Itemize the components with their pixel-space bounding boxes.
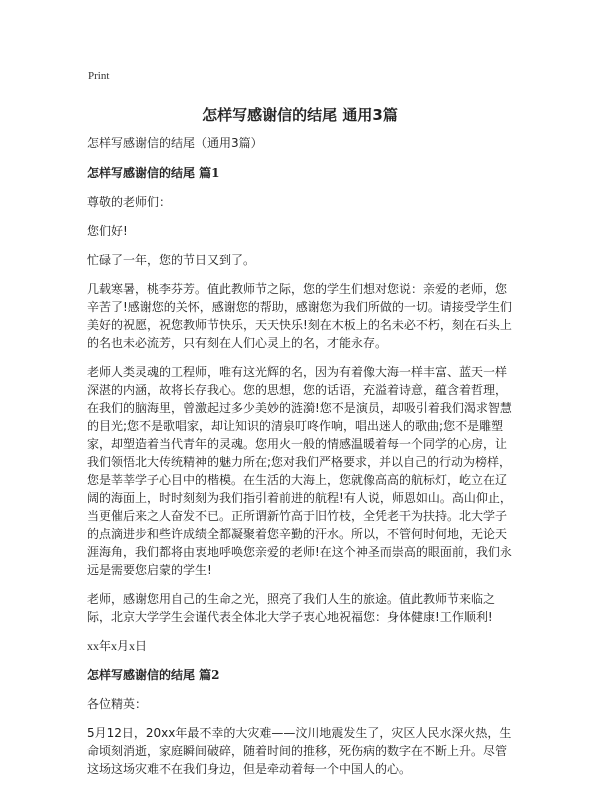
document-subtitle: 怎样写感谢信的结尾（通用3篇） <box>87 136 263 150</box>
paragraph: 忙碌了一年，您的节日又到了。 <box>87 253 256 267</box>
greeting: 您们好! <box>87 224 128 238</box>
page-title: 怎样写感谢信的结尾 通用3篇 <box>202 106 398 124</box>
salutation: 各位精英： <box>87 697 148 711</box>
print-link[interactable]: Print <box>88 70 110 82</box>
section-2-heading: 怎样写感谢信的结尾 篇2 <box>87 668 220 682</box>
letter-date: xx年x月x日 <box>87 639 148 653</box>
paragraph: 几载寒暑，桃李芬芳。值此教师节之际，您的学生们想对您说：亲爱的老师，您辛苦了!感谢您的关怀，感谢您的帮助，感谢您为我们所做的一切。请接受学生们美好的祝愿，祝您教师节快乐，天天快乐!刻在木板上的名未必不朽，刻在石头上的名也未必流芳，只有刻在人们心灵上的名，才能永存。 <box>87 282 512 350</box>
salutation: 尊敬的老师们： <box>87 195 172 209</box>
paragraph: 老师人类灵魂的工程师，唯有这光辉的名，因为有着像大海一样丰富、蓝天一样深湛的内涵，故将长存我心。您的思想，您的话语，充溢着诗意，蕴含着哲理，在我们的脑海里，曾激起过多少美妙的涟漪!您不是演员，却吸引着我们渴求智慧的目光;您不是歌唱家，却让知识的清泉叮咚作响，唱出迷人的歌曲;您不是雕塑家，却塑造着当代青年的灵魂。您用火一般的情感温暖着每一个同学的心房，让我们领悟北大传统精神的魅力所在;您对我们严格要求，并以自己的行动为榜样，您是莘莘学子心目中的楷模。在生活的大海上，您就像高高的航标灯，屹立在辽阔的海面上，时时刻刻为我们指引着前进的航程!有人说，师恩如山。高山仰止，当更催后来之人奋发不已。正所谓新竹高于旧竹枝，全凭老干为扶持。北大学子的点滴进步和些许成绩全都凝聚着您辛勤的汗水。所以，不管何时何地，无论天涯海角，我们都将由衷地呼唤您亲爱的老师!在这个神圣而崇高的眼面前，我们永远是需要您启蒙的学生! <box>87 365 512 577</box>
section-1-heading: 怎样写感谢信的结尾 篇1 <box>87 166 220 180</box>
paragraph: 5月12日，20xx年最不幸的大灾难——汶川地震发生了，灾区人民水深火热，生命顷刻消逝，家庭瞬间破碎，随着时间的推移，死伤病的数字在不断上升。尽管这场这场灾难不在我们身边，但是牵动着每一个中国人的心。 <box>87 726 512 776</box>
paragraph: 老师，感谢您用自己的生命之光，照亮了我们人生的旅途。值此教师节来临之际，北京大学学生会谨代表全体北大学子衷心地祝福您：身体健康!工作顺利! <box>87 592 496 624</box>
document-body <box>87 134 515 789</box>
